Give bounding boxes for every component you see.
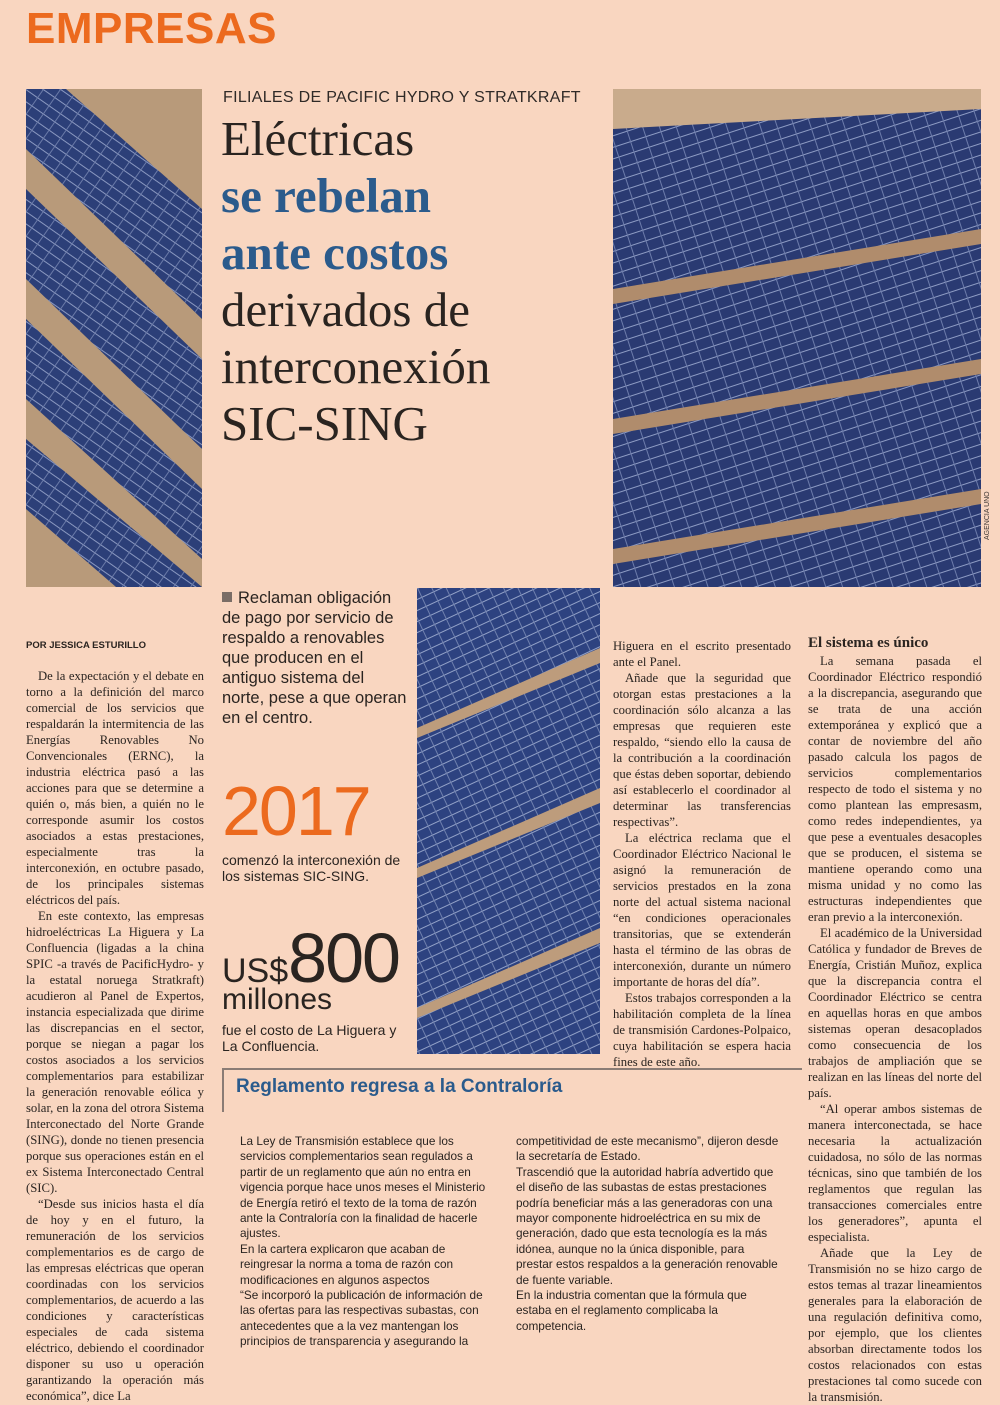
- headline-line-4: derivados de: [221, 282, 470, 337]
- kicker: FILIALES DE PACIFIC HYDRO Y STRATKRAFT: [223, 89, 581, 106]
- photo-credit: AGENCIA UNO: [984, 491, 991, 540]
- paragraph: El académico de la Universidad Católica y fundador de Breves de Energía, Cristián Muñoz, explica que la discrepancia contra el Coordinador Eléctrico se centra en aquellas horas en que ambos sistemas operan desacoplados como consecuencia de los trabajos de ampliación que se realizan en las líneas del norte del país.: [808, 926, 982, 1100]
- headline-line-3: ante costos: [221, 225, 449, 280]
- paragraph: Añade que la seguridad que otorgan estas prestaciones a la coordinación sólo alcanza a las empresas que requieren este respaldo, “siendo ello la causa de la contribución a la coordinación que éstas deben soportar, debiendo así establecerlo el coordinador al determinar las transferencias respectivas”.: [613, 671, 791, 829]
- summary-text: Reclaman obligación de pago por servicio de respaldo a renovables que producen en el antiguo sistema del norte, pese a que operan en el centro.: [222, 589, 407, 727]
- subheading: El sistema es único: [808, 635, 929, 651]
- bullet-square-icon: [222, 592, 232, 602]
- headline-line-1: Eléctricas: [221, 111, 415, 166]
- paragraph: La semana pasada el Coordinador Eléctrico respondió a la discrepancia, asegurando que se trata de una acción extemporánea y explicó que a contar de noviembre del año pasado calcula los pagos de servicios complementarios respecto de todo el sistema y no como plantean las empresasm, como redes independientes, ya que pese a eventuales desacoples que se producen, el sistema se mantiene operando como una misma unidad y no como las estructuras independientes que eran previo a la interconexión.: [808, 654, 982, 924]
- body-column-1: [26, 668, 204, 1404]
- stat-800-currency: US$: [222, 952, 289, 990]
- headline-line-6: SIC-SING: [221, 396, 428, 451]
- headline-line-5: interconexión: [221, 339, 491, 394]
- summary: [222, 588, 407, 728]
- paragraph: En la cartera explicaron que acaban de reingresar la norma a toma de razón con modificaciones en algunos aspectos: [240, 1241, 454, 1287]
- paragraph: En este contexto, las empresas hidroeléctricas La Higuera y La Confluencia (ligadas a la china SPIC -a través de PacificHydro- y la estatal noruega Stratkraft) acudieron al Panel de Expertos, instancia especializada que dirime las discrepancias en el sector, porque se niegan a pagar los costos asociados a los servicios complementarios para estabilizar la generación renovable eólica y solar, en la zona del otrora Sistema Interconectado del Norte Grande (SING), donde no tienen presencia porque sus operaciones están en el ex Sistema Interconectado Central (SIC).: [26, 909, 204, 1195]
- paragraph: “Desde sus inicios hasta el día de hoy y en el futuro, la remuneración de los servicios complementarios es de cargo de las empresas eléctricas que operan coordinadas con los servicios complementarios, de acuerdo a las condiciones y características especiales de cada sistema eléctrico, debiendo el coordinador disponer su uso u operación garantizando la operación más económica”, dice La: [26, 1197, 204, 1403]
- solar-panels-photo-right: [613, 89, 981, 587]
- paragraph: La Ley de Transmisión establece que los servicios complementarios sean regulados a partir de un reglamento que aún no entra en vigencia porque hace unos meses el Ministerio de Energía retiró el texto de la toma de razón ante la Contraloría con la finalidad de hacerle ajustes.: [240, 1134, 486, 1241]
- solar-panels-photo-left: [26, 89, 202, 587]
- body-column-3: [613, 638, 791, 1070]
- headline-line-2: se rebelan: [221, 168, 432, 223]
- solar-panels-photo-center: [417, 588, 600, 1054]
- paragraph: competitividad de este mecanismo”, dijeron desde la secretaría de Estado.: [516, 1134, 779, 1164]
- paragraph: Trascendió que la autoridad habría advertido que el diseño de las subastas de estas prestaciones podría beneficiar más a las generadoras con una mayor componente hidroeléctrica en su mix de generación, dado que esta tecnología es la más idónea, aunque no la única disponible, para prestar estos respaldos a la generación renovable de fuente variable.: [516, 1164, 778, 1287]
- stat-2017-text: comenzó la interconexión de los sistemas SIC-SING.: [222, 852, 401, 884]
- paragraph: Estos trabajos corresponden a la habilitación completa de la línea de transmisión Cardones-Polpaico, cuya habilitación se espera hacia fines de este año.: [613, 991, 791, 1069]
- paragraph: De la expectación y el debate en torno a la definición del marco comercial de los servicios que respaldarán la intermitencia de las Energías Renovables No Convencionales (ERNC), la industria eléctrica pasó a las acciones para que se determine a quién o, más bien, a quién no le corresponde asumir los costos asociados a estas prestaciones, especialmente tras la interconexión, en octubre pasado, de los principales sistemas eléctricos del país.: [26, 669, 204, 907]
- paragraph: Añade que la Ley de Transmisión no se hizo cargo de estos temas al trazar lineamientos generales para la elaboración de una regulación definitiva como, por ejemplo, que los clientes absorban directamente todos los costos relacionados con estas prestaciones tal como sucede con la transmisión.: [808, 1246, 982, 1404]
- stat-800-unit: millones: [222, 983, 333, 1016]
- stat-2017-value: 2017: [222, 772, 370, 850]
- paragraph: “Se incorporó la publicación de información de las ofertas para las respectivas subastas, con antecedentes que a la vez mantengan los principios de transparencia y asegurando la: [240, 1288, 483, 1349]
- body-column-4: [808, 635, 982, 1405]
- box-title: Reglamento regresa a la Contraloría: [236, 1076, 563, 1097]
- headline: [221, 110, 601, 452]
- paragraph: “Al operar ambos sistemas de manera interconectada, se hace necesaria la actualización cuidadosa, no sólo de las normas técnicas, sino que también de los reglamentos que regulan las transacciones comerciales entre los generadores”, apunta el especialista.: [808, 1102, 982, 1244]
- stat-800-text: fue el costo de La Higuera y La Confluencia.: [222, 1022, 397, 1054]
- box-column-left: [240, 1134, 498, 1350]
- byline: POR JESSICA ESTURILLO: [26, 640, 146, 651]
- section-header: EMPRESAS: [26, 4, 277, 53]
- paragraph: Higuera en el escrito presentado ante el Panel.: [613, 639, 791, 669]
- stat-800-value: 800: [288, 919, 399, 997]
- paragraph: La eléctrica reclama que el Coordinador Eléctrico Nacional le asignó la remuneración de servicios prestados en la zona norte del actual sistema nacional “en condiciones operacionales transitorias, que se extenderán hasta el término de las obras de interconexión, durante un número importante de horas del día”.: [613, 831, 791, 989]
- paragraph: En la industria comentan que la fórmula que estaba en el reglamento complicaba la competencia.: [516, 1288, 747, 1333]
- box-column-right: [516, 1134, 780, 1334]
